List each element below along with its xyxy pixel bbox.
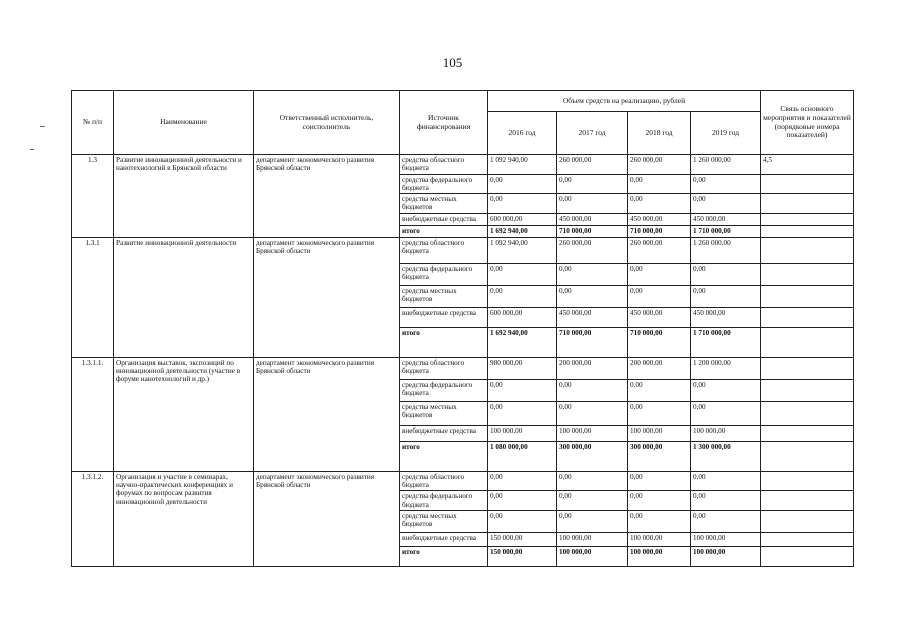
funding-source: итого — [400, 441, 488, 471]
header-year-2016: 2016 год — [488, 112, 557, 155]
amount-cell: 0,00 — [488, 285, 557, 307]
header-num: № п/п — [72, 91, 114, 155]
amount-cell: 0,00 — [557, 510, 628, 532]
funding-source: средства местных бюджетов — [400, 194, 488, 214]
amount-cell: 0,00 — [691, 510, 761, 532]
amount-cell: 100 000,00 — [691, 425, 761, 441]
header-year-2019: 2019 год — [691, 112, 761, 155]
indicator-link — [761, 225, 854, 237]
amount-cell: 100 000,00 — [691, 546, 761, 566]
indicator-link — [761, 379, 854, 401]
amount-cell: 0,00 — [628, 194, 691, 214]
indicator-link — [761, 237, 854, 263]
amount-cell: 450 000,00 — [628, 307, 691, 327]
amount-cell: 450 000,00 — [628, 213, 691, 225]
amount-cell: 0,00 — [628, 510, 691, 532]
funding-source: внебюджетные средства — [400, 425, 488, 441]
amount-cell: 1 692 940,00 — [488, 225, 557, 237]
funding-source: средства федерального бюджета — [400, 174, 488, 194]
amount-cell: 0,00 — [488, 491, 557, 511]
amount-cell: 100 000,00 — [628, 546, 691, 566]
funding-source: средства федерального бюджета — [400, 491, 488, 511]
amount-cell: 0,00 — [557, 491, 628, 511]
header-name: Наименование — [114, 91, 254, 155]
amount-cell: 100 000,00 — [691, 532, 761, 546]
amount-cell: 450 000,00 — [557, 213, 628, 225]
amount-cell: 1 092 940,00 — [488, 155, 557, 175]
amount-cell: 710 000,00 — [557, 327, 628, 357]
indicator-link: 4,5 — [761, 155, 854, 175]
amount-cell: 0,00 — [691, 194, 761, 214]
amount-cell: 0,00 — [628, 491, 691, 511]
amount-cell: 0,00 — [691, 174, 761, 194]
header-year-2017: 2017 год — [557, 112, 628, 155]
amount-cell: 0,00 — [488, 194, 557, 214]
amount-cell: 1 092 940,00 — [488, 237, 557, 263]
amount-cell: 0,00 — [691, 379, 761, 401]
indicator-link — [761, 357, 854, 379]
table-row — [72, 155, 854, 175]
funding-source: средства областного бюджета — [400, 155, 488, 175]
funding-source: средства местных бюджетов — [400, 510, 488, 532]
amount-cell: 1 260 000,00 — [691, 155, 761, 175]
amount-cell: 1 710 000,00 — [691, 225, 761, 237]
indicator-link — [761, 441, 854, 471]
indicator-link — [761, 471, 854, 491]
funding-source: средства федерального бюджета — [400, 379, 488, 401]
indicator-link — [761, 213, 854, 225]
amount-cell: 0,00 — [557, 285, 628, 307]
indicator-link — [761, 401, 854, 425]
section-name: Организация выставок, экспозиций по инновационной деятельности (участие в форуме нанотехнологий и др.) — [114, 357, 254, 471]
amount-cell: 100 000,00 — [628, 532, 691, 546]
amount-cell: 0,00 — [691, 491, 761, 511]
section-code: 1.3.1 — [72, 237, 114, 357]
amount-cell: 0,00 — [488, 471, 557, 491]
amount-cell: 600 000,00 — [488, 307, 557, 327]
indicator-link — [761, 194, 854, 214]
indicator-link — [761, 285, 854, 307]
amount-cell: 0,00 — [557, 401, 628, 425]
amount-cell: 300 000,00 — [628, 441, 691, 471]
amount-cell: 300 000,00 — [557, 441, 628, 471]
section-code: 1.3.1.1. — [72, 357, 114, 471]
amount-cell: 1 300 000,00 — [691, 441, 761, 471]
amount-cell: 0,00 — [488, 174, 557, 194]
amount-cell: 150 000,00 — [488, 532, 557, 546]
header-volume: Объем средств на реализацию, рублей — [488, 91, 761, 112]
amount-cell: 710 000,00 — [628, 225, 691, 237]
page-number: 105 — [442, 55, 463, 70]
indicator-link — [761, 174, 854, 194]
amount-cell: 100 000,00 — [488, 425, 557, 441]
indicator-link — [761, 546, 854, 566]
amount-cell: 710 000,00 — [557, 225, 628, 237]
table-body — [72, 155, 854, 567]
section-executor: департамент экономического развития Брянской области — [254, 357, 400, 471]
funding-source: средства федерального бюджета — [400, 263, 488, 285]
section-code: 1.3 — [72, 155, 114, 238]
header-source: Источник финансирования — [400, 91, 488, 155]
funding-source: внебюджетные средства — [400, 307, 488, 327]
amount-cell: 710 000,00 — [628, 327, 691, 357]
table-row — [72, 237, 854, 263]
amount-cell: 260 000,00 — [628, 237, 691, 263]
funding-source: средства местных бюджетов — [400, 285, 488, 307]
amount-cell: 0,00 — [628, 379, 691, 401]
indicator-link — [761, 491, 854, 511]
amount-cell: 0,00 — [557, 471, 628, 491]
section-executor: департамент экономического развития Брянской области — [254, 155, 400, 238]
margin-mark — [40, 126, 45, 127]
amount-cell: 0,00 — [691, 285, 761, 307]
amount-cell: 0,00 — [628, 401, 691, 425]
amount-cell: 150 000,00 — [488, 546, 557, 566]
amount-cell: 1 710 000,00 — [691, 327, 761, 357]
amount-cell: 0,00 — [691, 401, 761, 425]
funding-source: средства областного бюджета — [400, 471, 488, 491]
amount-cell: 100 000,00 — [557, 532, 628, 546]
indicator-link — [761, 532, 854, 546]
amount-cell: 0,00 — [628, 471, 691, 491]
funding-source: внебюджетные средства — [400, 213, 488, 225]
amount-cell: 1 692 940,00 — [488, 327, 557, 357]
amount-cell: 0,00 — [488, 263, 557, 285]
amount-cell: 260 000,00 — [628, 155, 691, 175]
amount-cell: 0,00 — [488, 379, 557, 401]
amount-cell: 260 000,00 — [557, 237, 628, 263]
amount-cell: 0,00 — [628, 263, 691, 285]
amount-cell: 600 000,00 — [488, 213, 557, 225]
indicator-link — [761, 425, 854, 441]
amount-cell: 260 000,00 — [557, 155, 628, 175]
table-header — [72, 91, 854, 155]
amount-cell: 1 080 000,00 — [488, 441, 557, 471]
funding-source: внебюджетные средства — [400, 532, 488, 546]
amount-cell: 200 000,00 — [628, 357, 691, 379]
table-row — [72, 471, 854, 491]
header-year-2018: 2018 год — [628, 112, 691, 155]
funding-source: итого — [400, 327, 488, 357]
section-name: Развитие инновационной деятельности и нанотехнологий в Брянской области — [114, 155, 254, 238]
indicator-link — [761, 263, 854, 285]
funding-source: средства местных бюджетов — [400, 401, 488, 425]
section-name: Организация и участие в семинарах, научно-практических конференциях и форумах по вопросам развития инновационной деятельности — [114, 471, 254, 566]
amount-cell: 0,00 — [628, 174, 691, 194]
indicator-link — [761, 327, 854, 357]
section-executor: департамент экономического развития Брянской области — [254, 471, 400, 566]
funding-source: средства областного бюджета — [400, 357, 488, 379]
amount-cell: 450 000,00 — [691, 213, 761, 225]
amount-cell: 0,00 — [691, 471, 761, 491]
section-executor: департамент экономического развития Брянской области — [254, 237, 400, 357]
amount-cell: 0,00 — [488, 510, 557, 532]
amount-cell: 1 260 000,00 — [691, 237, 761, 263]
funding-source: итого — [400, 225, 488, 237]
section-name: Развитие инновационной деятельности — [114, 237, 254, 357]
header-executor: Ответственный исполнитель, соисполнитель — [254, 91, 400, 155]
amount-cell: 100 000,00 — [628, 425, 691, 441]
funding-source: средства областного бюджета — [400, 237, 488, 263]
amount-cell: 200 000,00 — [557, 357, 628, 379]
amount-cell: 100 000,00 — [557, 546, 628, 566]
amount-cell: 980 000,00 — [488, 357, 557, 379]
indicator-link — [761, 510, 854, 532]
amount-cell: 0,00 — [691, 263, 761, 285]
indicator-link — [761, 307, 854, 327]
amount-cell: 100 000,00 — [557, 425, 628, 441]
margin-mark — [30, 149, 34, 150]
section-code: 1.3.1.2. — [72, 471, 114, 566]
amount-cell: 0,00 — [557, 263, 628, 285]
table-row — [72, 357, 854, 379]
amount-cell: 0,00 — [557, 379, 628, 401]
budget-table — [71, 90, 854, 567]
amount-cell: 0,00 — [628, 285, 691, 307]
funding-source: итого — [400, 546, 488, 566]
header-link: Связь основного мероприятия и показателей (порядковые номера показателей) — [761, 91, 854, 155]
amount-cell: 0,00 — [488, 401, 557, 425]
amount-cell: 1 200 000,00 — [691, 357, 761, 379]
amount-cell: 450 000,00 — [691, 307, 761, 327]
amount-cell: 450 000,00 — [557, 307, 628, 327]
amount-cell: 0,00 — [557, 174, 628, 194]
amount-cell: 0,00 — [557, 194, 628, 214]
